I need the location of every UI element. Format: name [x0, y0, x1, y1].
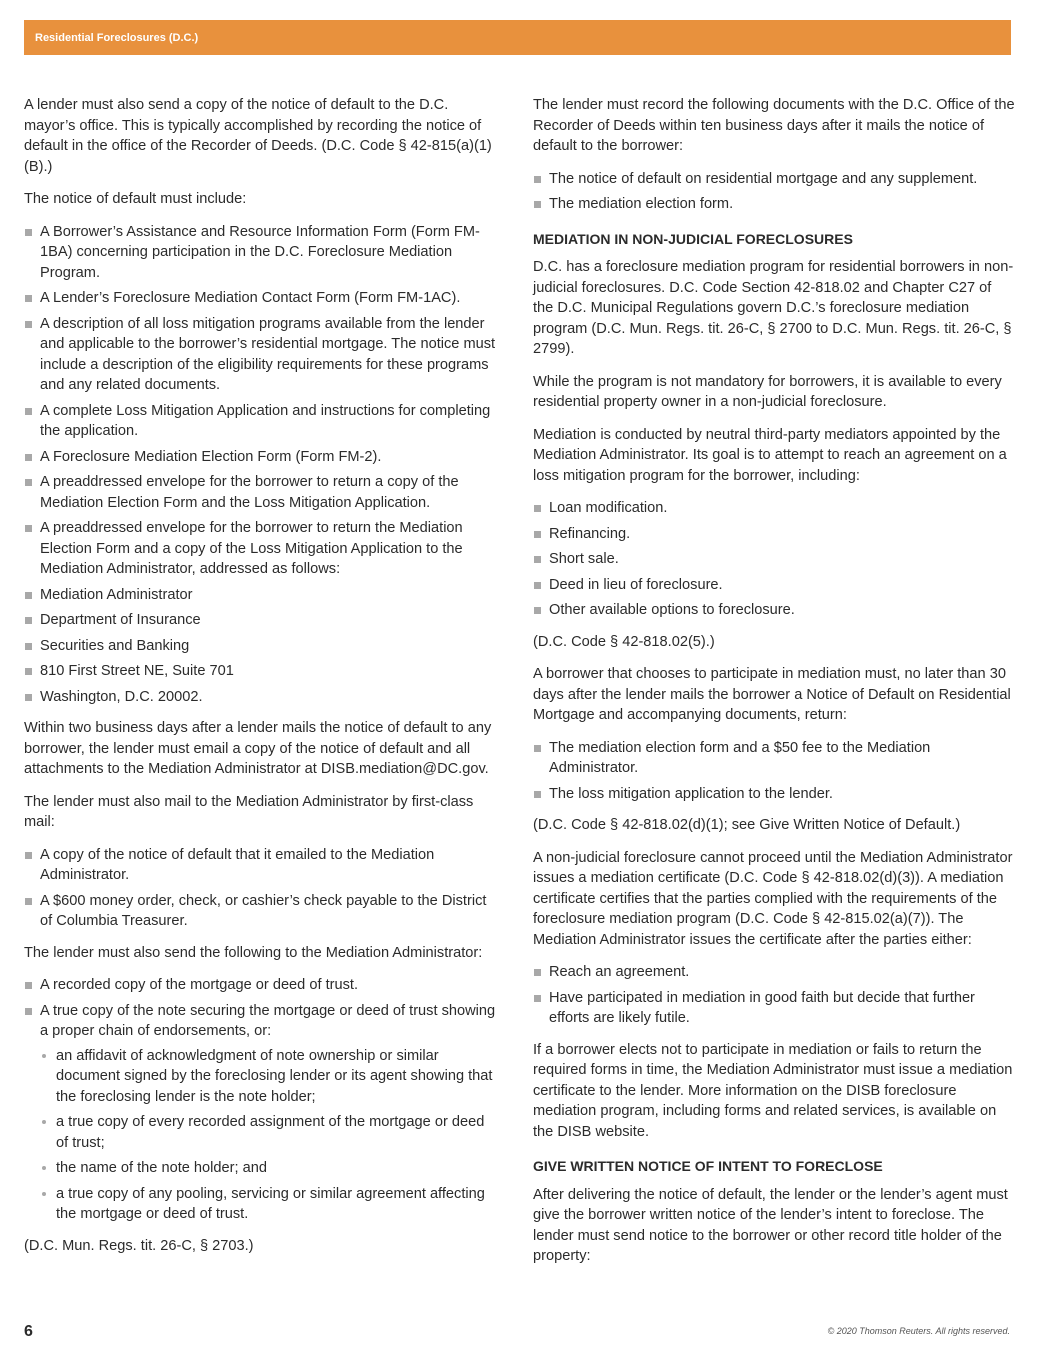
mail-list [24, 845, 500, 932]
list-item: Reach an agreement. [533, 962, 1015, 983]
list-item: A $600 money order, check, or cashier’s check payable to the District of Columbia Treasurer. [24, 891, 500, 932]
paragraph: After delivering the notice of default, the lender or the lender’s agent must give the borrower written notice of the lender’s intent to foreclose. The lender must send notice to the borrower or other record title holder of the property: [533, 1186, 1008, 1264]
citation: (D.C. Mun. Regs. tit. 26-C, § 2703.) [24, 1237, 254, 1254]
list-item: A Borrower’s Assistance and Resource Information Form (Form FM-1BA) concerning participation in the D.C. Foreclosure Mediation Program. [24, 222, 500, 284]
list-item: The loss mitigation application to the lender. [533, 784, 1015, 805]
list-item: A recorded copy of the mortgage or deed of trust. [24, 975, 500, 996]
notice-contents-list [24, 222, 500, 708]
list-item: Department of Insurance [24, 610, 500, 631]
left-column [24, 95, 500, 1268]
list-item: Have participated in mediation in good faith but decide that further efforts are likely futile. [533, 988, 1015, 1029]
list-item: 810 First Street NE, Suite 701 [24, 661, 500, 682]
list-item: A copy of the notice of default that it emailed to the Mediation Administrator. [24, 845, 500, 886]
list-item [24, 1001, 500, 1225]
list-item: The mediation election form and a $50 fee to the Mediation Administrator. [533, 738, 1015, 779]
paragraph: A non-judicial foreclosure cannot proceed until the Mediation Administrator issues a mediation certificate (D.C. Code § 42-818.02(d)(3)). A mediation certificate certifies that the parties complied with the requirements of the foreclosure mediation program (D.C. Code § 42-815.02(a)(7)). The Mediation Administrator issues the certificate after the parties either: [533, 849, 1013, 948]
list-item-text: A true copy of the note securing the mortgage or deed of trust showing a proper chain of endorsements, or: [40, 1002, 496, 1039]
list-item: A complete Loss Mitigation Application and instructions for completing the application. [24, 401, 500, 442]
list-item: Refinancing. [533, 524, 1015, 545]
list-item: A preaddressed envelope for the borrower to return the Mediation Election Form and a copy of the Loss Mitigation Application to the Mediation Administrator, addressed as follows: [24, 518, 500, 580]
list-item: Mediation Administrator [24, 585, 500, 606]
endorsement-sublist [40, 1046, 500, 1225]
paragraph: A borrower that chooses to participate in mediation must, no later than 30 days after the lender mails the borrower a Notice of Default on Residential Mortgage and accompanying documents, return: [533, 666, 1011, 723]
list-item: A description of all loss mitigation programs available from the lender and applicable to the borrower’s residential mortgage. The notice must include a description of the eligibility requirements for these programs and any related documents. [24, 314, 500, 396]
copyright-notice: © 2020 Thomson Reuters. All rights reserved. [827, 1326, 1010, 1336]
sublist-item: a true copy of any pooling, servicing or similar agreement affecting the mortgage or deed of trust. [40, 1184, 500, 1225]
paragraph: The notice of default must include: [24, 191, 247, 207]
list-item: Other available options to foreclosure. [533, 600, 1015, 621]
record-documents-list [533, 169, 1015, 215]
header-title: Residential Foreclosures (D.C.) [35, 31, 199, 44]
sublist-item: a true copy of every recorded assignment of the mortgage or deed of trust; [40, 1112, 500, 1153]
paragraph: While the program is not mandatory for borrowers, it is available to every residential property owner in a non-judicial foreclosure. [533, 373, 1002, 410]
paragraph: A lender must also send a copy of the notice of default to the D.C. mayor’s office. This is typically accomplished by recording the notice of default in the office of the Recorder of Deeds. (D.C. Code § 42-815(a)(1)(B).) [24, 97, 492, 175]
citation: (D.C. Code § 42-818.02(d)(1); see Give Written Notice of Default.) [533, 817, 961, 833]
page-number: 6 [24, 1323, 33, 1340]
list-item: The mediation election form. [533, 194, 1015, 215]
list-item: Securities and Banking [24, 636, 500, 657]
mitigation-options-list [533, 498, 1015, 621]
certificate-conditions-list [533, 962, 1015, 1029]
right-column [533, 95, 1015, 1279]
list-item: Loan modification. [533, 498, 1015, 519]
paragraph: If a borrower elects not to participate in mediation or fails to return the required forms in time, the Mediation Administrator must issue a mediation certificate to the lender. More information on the DISB foreclosure mediation program, including forms and related services, is available on the DISB website. [533, 1041, 1013, 1140]
paragraph: Mediation is conducted by neutral third-party mediators appointed by the Mediation Administrator. Its goal is to attempt to reach an agreement on a loss mitigation program for the borrower, including: [533, 426, 1007, 484]
list-item: The notice of default on residential mortgage and any supplement. [533, 169, 1015, 190]
section-heading: GIVE WRITTEN NOTICE OF INTENT TO FORECLOSE [533, 1158, 883, 1174]
list-item: Short sale. [533, 549, 1015, 570]
sublist-item: an affidavit of acknowledgment of note ownership or similar document signed by the foreclosing lender or its agent showing that the foreclosing lender is the note holder; [40, 1046, 500, 1108]
list-item: A Lender’s Foreclosure Mediation Contact Form (Form FM-1AC). [24, 288, 500, 309]
paragraph: The lender must also mail to the Mediation Administrator by first-class mail: [24, 793, 474, 830]
citation: (D.C. Code § 42-818.02(5).) [533, 633, 715, 650]
list-item: Washington, D.C. 20002. [24, 687, 500, 708]
sublist-item: the name of the note holder; and [40, 1158, 500, 1179]
list-item: A Foreclosure Mediation Election Form (Form FM-2). [24, 447, 500, 468]
paragraph: Within two business days after a lender mails the notice of default to any borrower, the lender must email a copy of the notice of default and all attachments to the Mediation Administrator at DISB.mediation@DC.gov. [24, 720, 492, 777]
return-list [533, 738, 1015, 805]
section-heading: MEDIATION IN NON-JUDICIAL FORECLOSURES [533, 230, 853, 247]
paragraph: The lender must also send the following to the Mediation Administrator: [24, 944, 483, 961]
list-item: Deed in lieu of foreclosure. [533, 575, 1015, 596]
send-list [24, 975, 500, 1225]
paragraph: D.C. has a foreclosure mediation program for residential borrowers in non-judicial foreclosures. D.C. Code Section 42-818.02 and Chapter C27 of the D.C. Municipal Regulations govern D.C.’s foreclosure mediation program (D.C. Mun. Regs. tit. 26-C, § 2700 to D.C. Mun. Regs. tit. 26-C, § 2799). [533, 259, 1014, 357]
list-item: A preaddressed envelope for the borrower to return a copy of the Mediation Election Form and the Loss Mitigation Application. [24, 472, 500, 513]
paragraph: The lender must record the following documents with the D.C. Office of the Recorder of Deeds within ten business days after it mails the notice of default to the borrower: [533, 97, 1015, 154]
header-bar [24, 20, 1011, 55]
